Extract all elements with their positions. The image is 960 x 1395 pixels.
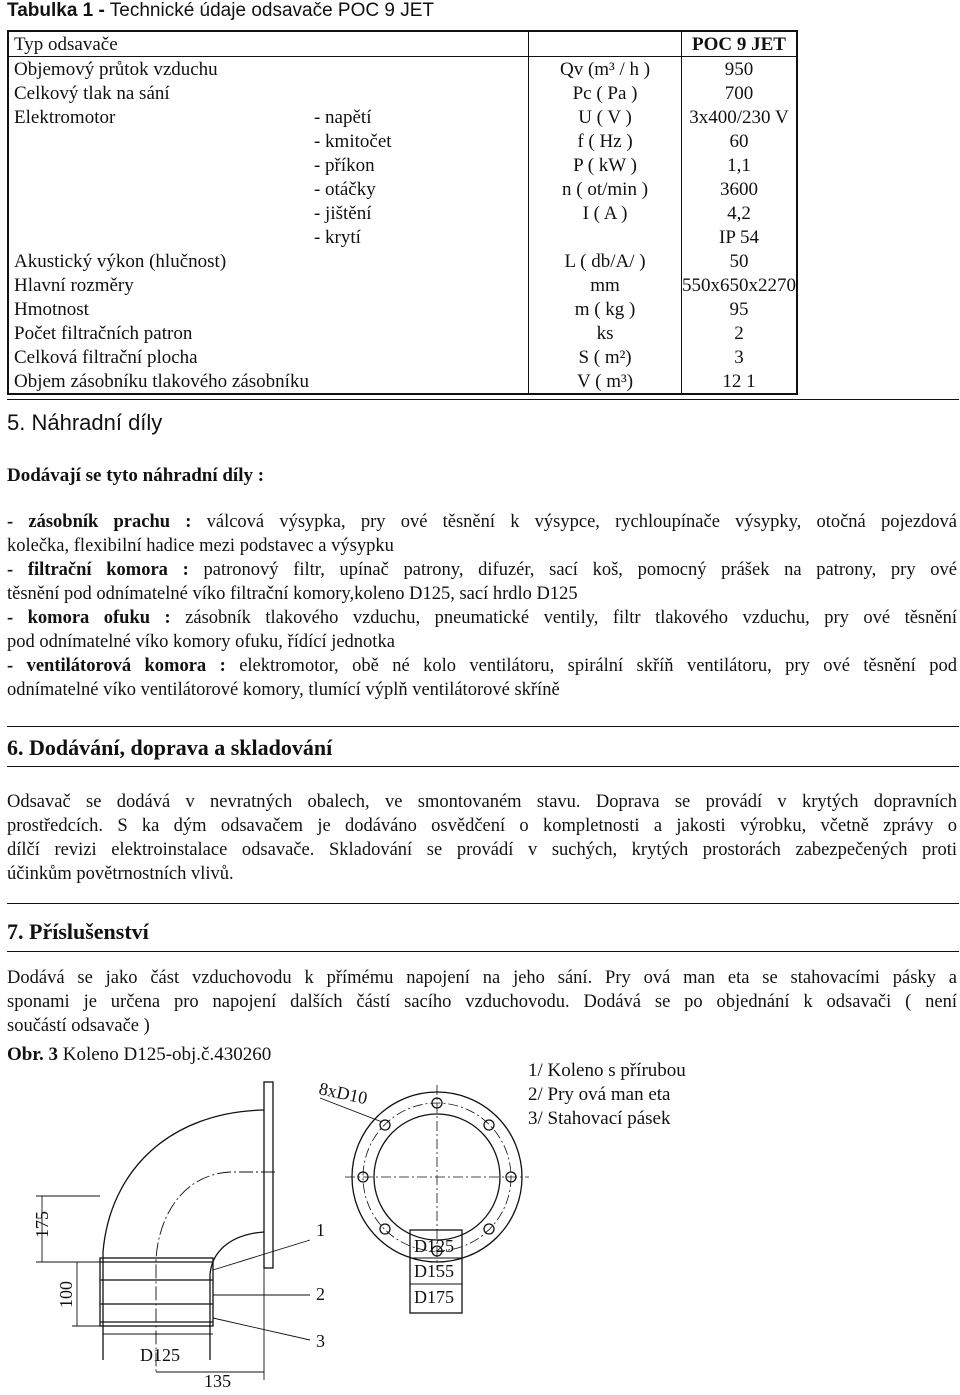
spec-subname: [309, 321, 529, 345]
spec-subname: - kmitočet: [313, 130, 392, 152]
legend-item-2: 2/ Pry ová man eta: [528, 1084, 671, 1105]
spec-value: POC 9 JET: [682, 31, 798, 57]
figure-number: Obr. 3: [7, 1044, 59, 1065]
spec-value: 50: [682, 249, 798, 273]
spec-subname: - otáčky: [313, 178, 376, 200]
spec-name: Celkový tlak na sání: [14, 82, 170, 104]
leader-line-1: [213, 1240, 310, 1270]
section6-line: Odsavač se dodává v nevratných obalech, ve smontovaném stavu. Doprava se provádí v krytých dopravních: [7, 792, 957, 812]
bolt-hole: [484, 1224, 494, 1234]
spec-unit: f ( Hz ): [529, 129, 682, 153]
divider-section6-bottom: [7, 766, 959, 767]
part-3-label: 3: [316, 1331, 325, 1351]
spec-name: Elektromotor: [14, 106, 116, 128]
spec-value: 550x650x2270: [682, 274, 796, 296]
elbow-centerline: [156, 1172, 275, 1372]
spec-value: 700: [682, 81, 798, 105]
ring-d125-label: D125: [414, 1236, 454, 1256]
spare-part-0-line1: - zásobník prachu : válcová výsypka, pry ové těsnění k výsypce, rychloupínače výsypky, otočná pojezdová: [7, 512, 958, 532]
dim-175-label: 175: [32, 1211, 52, 1238]
spare-part-2-line1: - komora ofuku : zásobník tlakového vzduchu, pneumatické ventily, filtr tlakového vzduchu, pry ové těsnění: [7, 608, 957, 628]
divider-top: [7, 399, 959, 400]
spec-row: [8, 249, 797, 273]
section6-line: prostředcích. S ka dým odsavačem je dodáváno osvědčení o kompletnosti a jakosti výrobku, včetně zprávy o: [7, 816, 957, 836]
bolt-hole: [484, 1120, 494, 1130]
spec-row: [8, 321, 797, 345]
spec-value: 3: [682, 345, 798, 369]
spec-row: [8, 345, 797, 369]
spec-row: [8, 369, 797, 394]
divider-section7-top: [7, 903, 959, 904]
spare-parts-list: [7, 510, 957, 702]
spec-table-body: [8, 31, 797, 394]
spec-name: [8, 177, 309, 201]
elbow-sleeve: [100, 1258, 213, 1326]
spec-subname: [309, 297, 529, 321]
spec-subname: [309, 31, 529, 57]
spec-table: [7, 30, 798, 395]
spare-part-2-label: - komora ofuku :: [7, 608, 171, 628]
divider-section7-bottom: [7, 951, 959, 952]
section5-title: 5. Náhradní díly: [7, 410, 163, 435]
dim-135-label: 135: [204, 1371, 231, 1391]
ring-d155-label: D155: [414, 1261, 454, 1281]
table-caption-number: Tabulka 1 -: [7, 0, 105, 21]
spare-part-1-line1: - filtrační komora : patronový filtr, upínač patrony, difuzér, sací koš, pomocný prášek na patrony, pry ové: [7, 560, 957, 580]
spec-unit: Qv (m³ / h ): [529, 57, 682, 82]
spec-value: 3x400/230 V: [682, 105, 798, 129]
spec-subname: - jištění: [313, 202, 372, 224]
spec-unit: I ( A ): [529, 201, 682, 225]
spec-row: [8, 31, 797, 57]
spec-name: [8, 225, 309, 249]
spec-row: [8, 105, 797, 129]
spec-name: Hlavní rozměry: [14, 274, 134, 296]
spec-name: Typ odsavače: [8, 31, 309, 57]
spec-name: [8, 201, 309, 225]
spec-name: Počet filtračních patron: [14, 322, 193, 344]
spec-unit: mm: [529, 273, 682, 297]
spec-name: Celková filtrační plocha: [14, 346, 198, 368]
section6-line: účinkům povětrnostních vlivů.: [7, 864, 234, 884]
spec-row: [8, 57, 797, 82]
spec-unit: n ( ot/min ): [529, 177, 682, 201]
spec-value: 95: [682, 297, 798, 321]
divider-section6-top: [7, 726, 959, 727]
spec-value: IP 54: [682, 225, 798, 249]
spec-subname: [309, 273, 529, 297]
elbow-drawing: [0, 1060, 960, 1395]
spec-unit: P ( kW ): [529, 153, 682, 177]
spec-value: 4,2: [682, 201, 798, 225]
spare-part-3-line2: odnímatelné víko ventilátorové komory, tlumící výplň ventilátorové skříně: [7, 680, 560, 700]
spare-part-1-line2: těsnění pod odnímatelné víko filtrační komory,koleno D125, sací hrdlo D125: [7, 584, 578, 604]
legend-item-3: 3/ Stahovací pásek: [528, 1108, 671, 1129]
spec-subname: [309, 249, 529, 273]
spec-unit: S ( m²): [529, 345, 682, 369]
table-caption: [7, 0, 434, 22]
spec-value: 3600: [682, 177, 798, 201]
leader-line-3: [213, 1318, 310, 1340]
spare-part-2-line2: pod odnímatelné víko komory ofuku, řídící jednotka: [7, 632, 395, 652]
spec-unit: L ( db/A/ ): [529, 249, 682, 273]
spec-value: 12 1: [682, 369, 798, 394]
section6-line: dílčí revizi elektroinstalace odsavače. Skladování se provádí v suchých, krytých prostorách zabezpečených proti: [7, 840, 957, 860]
table-caption-text: Technické údaje odsavače POC 9 JET: [104, 0, 435, 21]
section7-line: součástí odsavače ): [7, 1016, 150, 1036]
section6-title: 6. Dodávání, doprava a skladování: [7, 735, 333, 760]
section7-text: [7, 966, 957, 1038]
spec-subname: [309, 81, 529, 105]
spec-unit: V ( m³): [529, 369, 682, 394]
spec-name: Objem zásobníku tlakového zásobníku: [14, 370, 309, 392]
section7-title: 7. Příslušenství: [7, 919, 149, 944]
spec-value: 950: [682, 57, 798, 82]
spare-part-1-label: - filtrační komora :: [7, 560, 189, 580]
spec-unit: ks: [529, 321, 682, 345]
holes-label: 8xD10: [317, 1078, 370, 1109]
dim-d125-label: D125: [140, 1345, 180, 1365]
spec-unit: [529, 31, 682, 57]
spec-value: 1,1: [682, 153, 798, 177]
spare-part-0-line2: kolečka, flexibilní hadice mezi podstavec a výsypku: [7, 536, 394, 556]
section7-line: Dodává se jako část vzduchovodu k přímému napojení na jeho sání. Pry ová man eta se stahovacími pásky a: [7, 968, 957, 988]
spec-unit: m ( kg ): [529, 297, 682, 321]
spec-subname: - napětí: [313, 106, 372, 128]
spare-part-3-label: - ventilátorová komora :: [7, 656, 226, 676]
figure-title: Koleno D125-obj.č.430260: [58, 1044, 272, 1065]
section6-text: [7, 790, 957, 886]
spec-row: [8, 297, 797, 321]
spec-name: Hmotnost: [14, 298, 89, 320]
legend-item-1: 1/ Koleno s přírubou: [528, 1060, 686, 1081]
spec-name: [8, 129, 309, 153]
elbow-side-view: [36, 1082, 310, 1380]
spec-row: [8, 273, 797, 297]
ring-d175-label: D175: [414, 1287, 454, 1307]
part-1-label: 1: [316, 1220, 325, 1240]
elbow-flange: [264, 1082, 273, 1268]
spare-part-3-line1: - ventilátorová komora : elektromotor, obě né kolo ventilátoru, spirální skříň ventilátoru, pry ové těsnění pod: [7, 656, 957, 676]
spec-name: Objemový průtok vzduchu: [14, 58, 218, 80]
spec-name: Akustický výkon (hlučnost): [14, 250, 227, 272]
spec-subname: [309, 369, 529, 394]
spec-unit: U ( V ): [529, 105, 682, 129]
part-2-label: 2: [316, 1284, 325, 1304]
spec-subname: - krytí: [313, 226, 361, 248]
spec-value: 60: [682, 129, 798, 153]
spec-value: 2: [682, 321, 798, 345]
spec-row: [8, 177, 797, 201]
spec-name: [8, 153, 309, 177]
spec-row: [8, 153, 797, 177]
spec-subname: [309, 345, 529, 369]
spec-row: [8, 129, 797, 153]
section7-line: sponami je určena pro napojení dalších částí sacího vzduchovodu. Dodává se po objednání k odsavači ( není: [7, 992, 957, 1012]
spec-unit: Pc ( Pa ): [529, 81, 682, 105]
dim-100-label: 100: [56, 1281, 76, 1308]
spare-part-0-label: - zásobník prachu :: [7, 512, 192, 532]
section5-subtitle: Dodávají se tyto náhradní díly :: [7, 465, 265, 486]
spec-unit: [529, 225, 682, 249]
spec-subname: [309, 57, 529, 82]
spec-row: [8, 225, 797, 249]
spec-subname: - příkon: [313, 154, 375, 176]
elbow-inner-curve: [210, 1232, 264, 1360]
spec-row: [8, 81, 797, 105]
bolt-hole: [380, 1224, 390, 1234]
spec-row: [8, 201, 797, 225]
